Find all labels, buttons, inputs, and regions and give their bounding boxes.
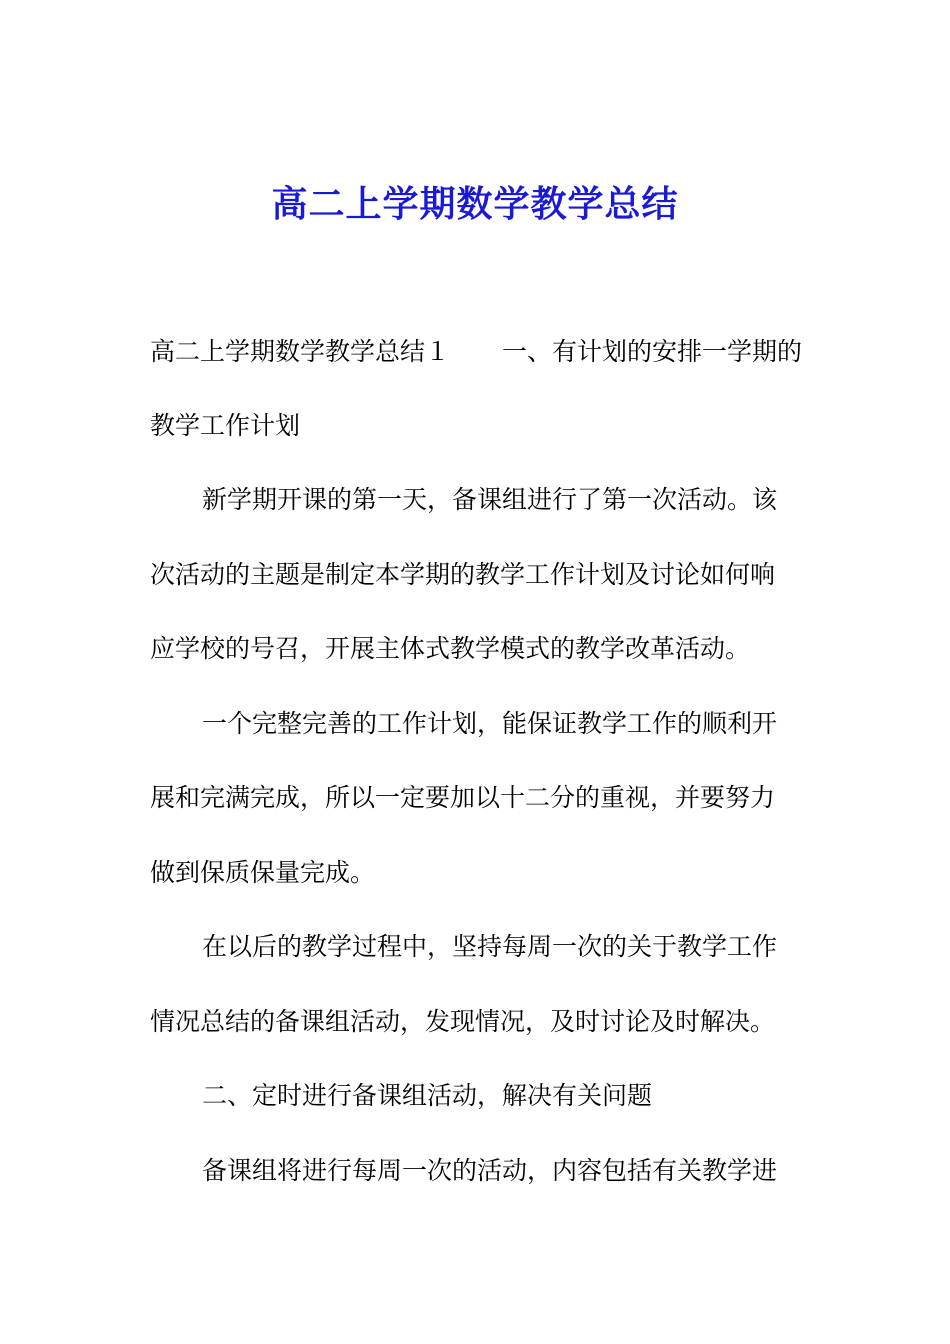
paragraph-line: 情况总结的备课组活动，发现情况，及时讨论及时解决。 (150, 1007, 776, 1036)
document-title: 高二上学期数学教学总结 (271, 183, 679, 225)
paragraph-line: 在以后的教学过程中，坚持每周一次的关于教学工作 (202, 932, 778, 961)
paragraph-line: 做到保质保量完成。 (150, 858, 376, 887)
paragraph-line: 一个完整完善的工作计划，能保证教学工作的顺利开 (202, 709, 778, 738)
text-line (150, 334, 802, 370)
paragraph-line: 应学校的号召，开展主体式教学模式的教学改革活动。 (150, 634, 751, 663)
paragraph-line: 展和完满完成，所以一定要加以十二分的重视，并要努力 (150, 783, 776, 812)
section-heading-label: 高二上学期数学教学总结１ (150, 337, 451, 366)
paragraph-line: 备课组将进行每周一次的活动，内容包括有关教学进 (202, 1156, 778, 1185)
text-line: 教学工作计划 (150, 411, 301, 440)
section-heading-2: 二、定时进行备课组活动，解决有关问题 (202, 1081, 653, 1110)
section-heading-1: 一、有计划的安排一学期的 (502, 337, 803, 366)
paragraph-line: 新学期开课的第一天，备课组进行了第一次活动。该 (202, 485, 778, 514)
paragraph-line: 次活动的主题是制定本学期的教学工作计划及讨论如何响 (150, 560, 776, 589)
